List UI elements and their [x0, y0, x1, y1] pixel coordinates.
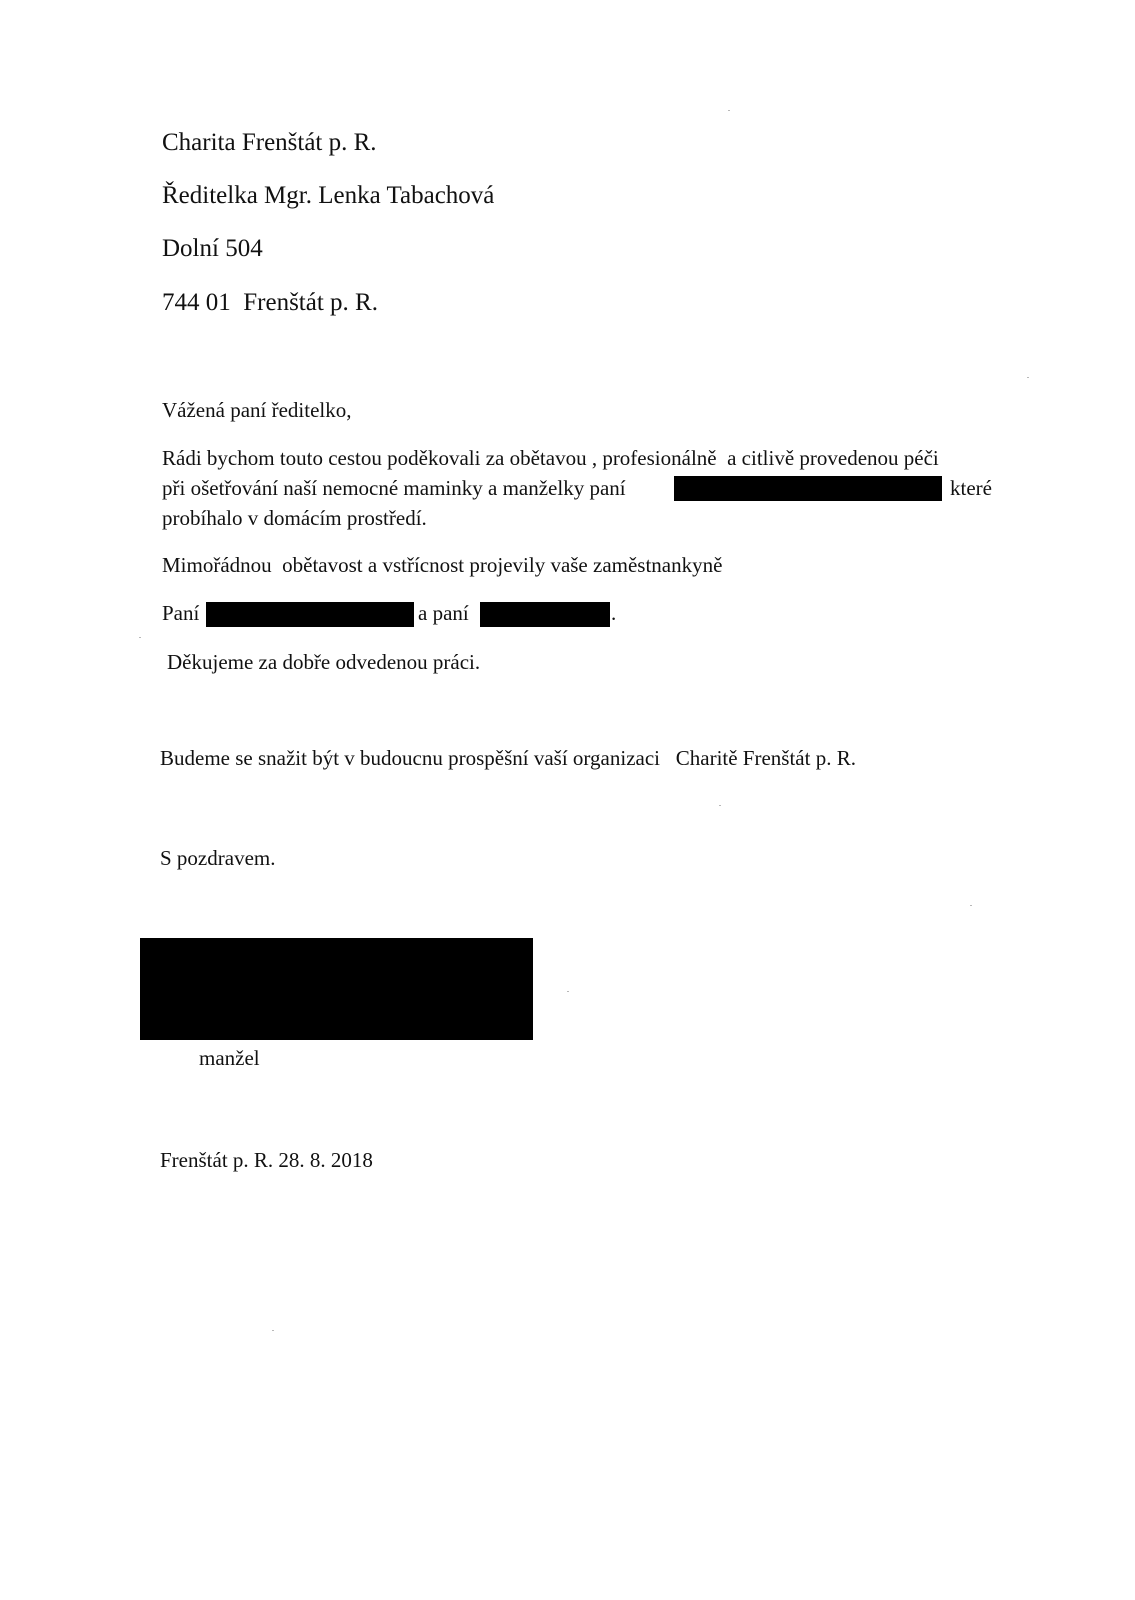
redacted-staff-name-2 — [480, 602, 610, 627]
para1-line2-start: při ošetřování naší nemocné maminky a manželky paní — [162, 476, 626, 500]
thanks-line: Děkujeme za dobře odvedenou práci. — [167, 650, 481, 674]
signature-role: manžel — [199, 1046, 260, 1070]
scan-speck — [567, 991, 569, 992]
para1-line1: Rádi bychom touto cestou poděkovali za obětavou , profesionálně a citlivě provedenou péči — [162, 446, 939, 470]
staff-prefix: Paní — [162, 601, 200, 625]
scan-speck — [1027, 377, 1029, 378]
recipient-postal-city: 744 01 Frenštát p. R. — [162, 289, 378, 316]
scan-speck — [272, 1330, 274, 1331]
redacted-patient-name — [674, 476, 942, 501]
recipient-street: Dolní 504 — [162, 235, 263, 262]
scan-speck — [139, 637, 141, 638]
redacted-signature — [140, 938, 533, 1040]
para1-line3: probíhalo v domácím prostředí. — [162, 506, 427, 530]
staff-middle: a paní — [418, 601, 469, 625]
future-line: Budeme se snažit být v budoucnu prospěšní vaší organizaci Charitě Frenštát p. R. — [160, 746, 856, 770]
recipient-director: Ředitelka Mgr. Lenka Tabachová — [162, 182, 495, 209]
scan-speck — [728, 110, 730, 111]
closing: S pozdravem. — [160, 846, 276, 870]
recipient-organization: Charita Frenštát p. R. — [162, 129, 377, 156]
redacted-staff-name-1 — [206, 602, 414, 627]
para2: Mimořádnou obětavost a vstřícnost projevily vaše zaměstnankyně — [162, 553, 723, 577]
scan-speck — [719, 805, 721, 806]
place-date: Frenštát p. R. 28. 8. 2018 — [160, 1148, 373, 1172]
para1-line2-end: které — [950, 476, 992, 500]
salutation: Vážená paní ředitelko, — [162, 398, 352, 422]
scan-speck — [970, 905, 972, 906]
staff-end: . — [611, 601, 617, 625]
